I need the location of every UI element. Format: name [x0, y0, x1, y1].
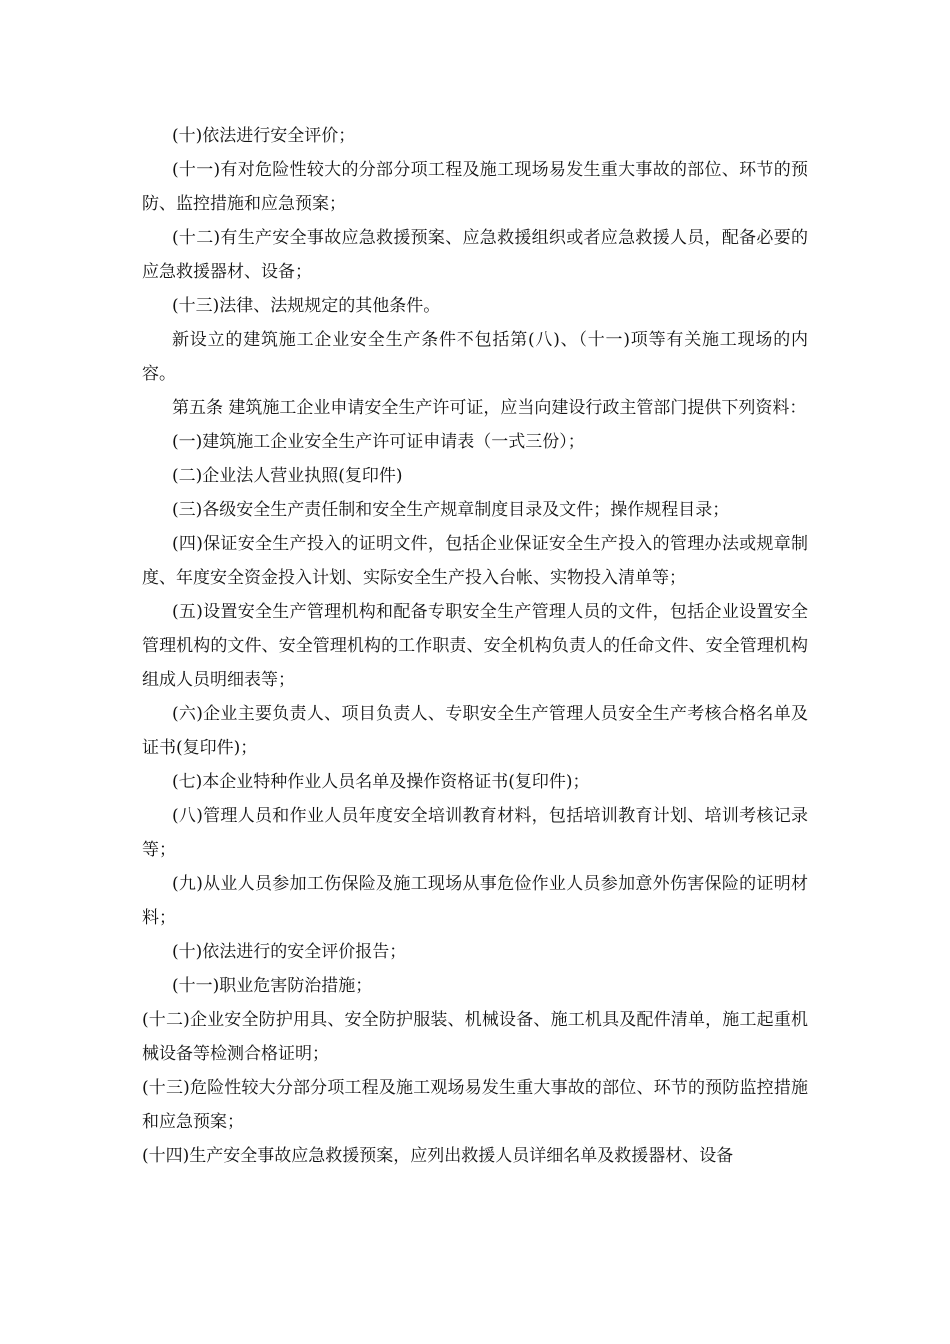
document-body [142, 119, 808, 1173]
list-item: (七)本企业特种作业人员名单及操作资格证书(复印件)； [172, 772, 590, 792]
article-heading-paragraph: 第五条 建筑施工企业申请安全生产许可证，应当向建设行政主管部门提供下列资料： [172, 398, 807, 418]
list-item: (四)保证安全生产投入的证明文件，包括企业保证安全生产投入的管理办法或规章制度、年度安全资金投入计划、实际安全生产投入台帐、实物投入清单等； [142, 534, 808, 588]
list-item: (九)从业人员参加工伤保险及施工现场从事危俭作业人员参加意外伤害保险的证明材料； [142, 874, 808, 928]
list-item: (十二)企业安全防护用具、安全防护服装、机械设备、施工机具及配件清单，施工起重机械设备等检测合格证明； [142, 1010, 808, 1064]
list-item: (二)企业法人营业执照(复印件) [172, 466, 403, 486]
list-item: (十)依法进行的安全评价报告； [172, 942, 407, 962]
list-item: (六)企业主要负责人、项目负责人、专职安全生产管理人员安全生产考核合格名单及证书(复印件)； [142, 704, 808, 758]
list-item: (十一)职业危害防治措施； [172, 976, 373, 996]
paragraph: (十一)有对危险性较大的分部分项工程及施工现场易发生重大事故的部位、环节的预防、监控措施和应急预案； [142, 160, 808, 214]
list-item: (三)各级安全生产责任制和安全生产规章制度目录及文件；操作规程目录； [172, 500, 730, 520]
list-item: (一)建筑施工企业安全生产许可证申请表（一式三份）； [172, 432, 585, 452]
list-item: (十三)危险性较大分部分项工程及施工观场易发生重大事故的部位、环节的预防监控措施和应急预案； [142, 1078, 808, 1132]
list-item: (十四)生产安全事故应急救援预案，应列出救援人员详细名单及救援器材、设备 [142, 1146, 734, 1166]
list-item: (八)管理人员和作业人员年度安全培训教育材料，包括培训教育计划、培训考核记录等； [142, 806, 808, 860]
paragraph: (十二)有生产安全事故应急救援预案、应急救援组织或者应急救援人员，配备必要的应急救援器材、设备； [142, 228, 808, 282]
paragraph: 新设立的建筑施工企业安全生产条件不包括第(八)、（十一)项等有关施工现场的内容。 [142, 330, 808, 384]
paragraph: (十)依法进行安全评价； [172, 126, 356, 146]
list-item: (五)设置安全生产管理机构和配备专职安全生产管理人员的文件，包括企业设置安全管理机构的文件、安全管理机构的工作职责、安全机构负责人的任命文件、安全管理机构组成人员明细表等； [142, 602, 808, 690]
paragraph: (十三)法律、法规规定的其他条件。 [172, 296, 441, 316]
